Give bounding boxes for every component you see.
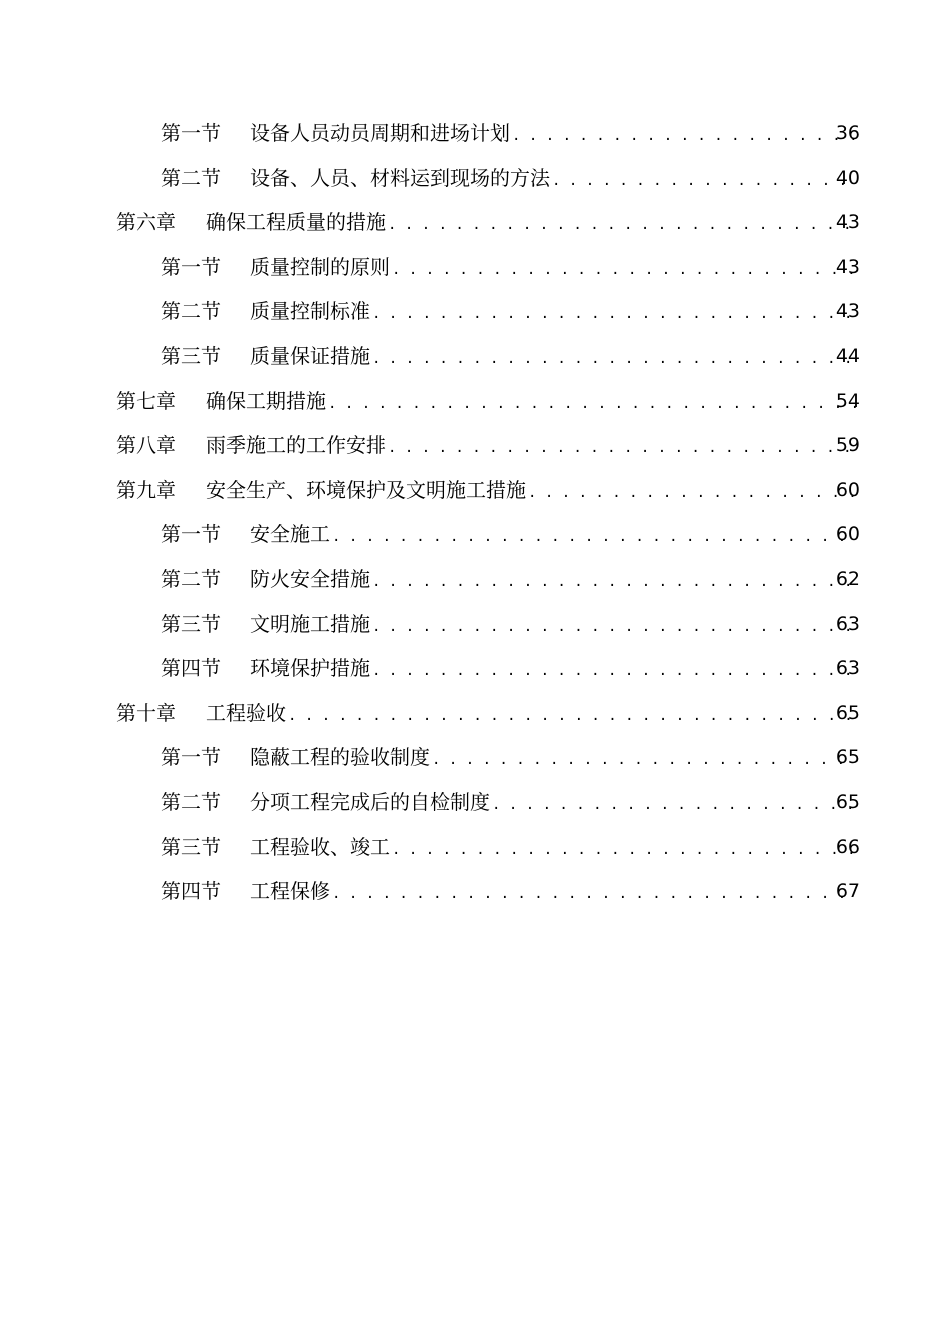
toc-entry-title: 工程验收、竣工 . . . [250,825,856,873]
toc-entry-number: 第七章 [116,388,176,413]
toc-entry-title: 确保工程质量的措施 . . . [206,200,856,248]
toc-entry-title: 设备人员动员周期和进场计划 . . . [250,111,856,159]
toc-entry-number: 第二节 [161,165,221,190]
toc-entry[interactable] [0,557,950,602]
toc-entry-number: 第二节 [161,299,221,324]
toc-entry-title: 质量控制的原则 . . . [250,245,856,293]
toc-entry[interactable] [0,111,950,156]
toc-entry-title: 质量保证措施 . . . [250,334,856,382]
toc-entry-title: 质量控制标准 . . . [250,289,856,337]
toc-entry-number: 第三节 [161,834,221,859]
toc-entry-page: 60 [835,478,860,501]
toc-entry-title: 防火安全措施 . . . [250,557,856,605]
toc-entry-title: 工程验收 . . . [206,691,856,739]
toc-entry-title: 隐蔽工程的验收制度 . . . [250,735,856,783]
toc-entry-page: 65 [835,790,860,813]
toc-entry-page: 43 [835,211,860,234]
toc-entry-number: 第六章 [116,210,176,235]
toc-entry-page: 43 [835,255,860,278]
toc-entry-title: 文明施工措施 . . . [250,602,856,650]
toc-entry[interactable] [0,646,950,691]
toc-entry-number: 第一节 [161,745,221,770]
toc-entry-page: 63 [835,657,860,680]
toc-entry-number: 第一节 [161,522,221,547]
toc-entry-page: 65 [835,701,860,724]
toc-entry[interactable] [0,780,950,825]
toc-entry-number: 第四节 [161,656,221,681]
toc-entry[interactable] [0,825,950,870]
toc-entry-page: 44 [835,344,860,367]
toc-entry-number: 第三节 [161,343,221,368]
toc-entry[interactable] [0,289,950,334]
toc-entry[interactable] [0,379,950,424]
toc-entry-number: 第二节 [161,789,221,814]
toc-entry-number: 第八章 [116,433,176,458]
toc-entry[interactable] [0,468,950,513]
toc-entry-page: 65 [835,746,860,769]
toc-entry[interactable] [0,512,950,557]
toc-entry-page: 62 [835,567,860,590]
toc-entry[interactable] [0,423,950,468]
toc-entry[interactable] [0,200,950,245]
toc-entry-page: 36 [835,122,860,144]
table-of-contents [0,111,950,914]
toc-entry[interactable] [0,334,950,379]
toc-entry-title: 设备、人员、材料运到现场的方法 . . . [250,156,856,204]
toc-entry-title: 安全施工 . . . [250,512,856,560]
toc-entry-page: 59 [835,434,860,457]
toc-entry-number: 第二节 [161,566,221,591]
toc-entry-number: 第十章 [116,700,176,725]
toc-entry-page: 43 [835,300,860,323]
toc-entry-title: 雨季施工的工作安排 . . . [206,423,856,471]
toc-entry[interactable] [0,602,950,647]
toc-entry-title: 工程保修 . . . [250,869,856,917]
toc-entry-page: 60 [835,523,860,546]
toc-entry[interactable] [0,735,950,780]
toc-entry-title: 确保工期措施 . . . [206,379,856,427]
toc-entry-page: 66 [835,835,860,858]
toc-entry[interactable] [0,691,950,736]
toc-entry[interactable] [0,156,950,201]
toc-entry[interactable] [0,869,950,914]
toc-entry-title: 环境保护措施 . . . [250,646,856,694]
toc-entry-number: 第一节 [161,254,221,279]
toc-entry-page: 67 [835,880,860,903]
toc-entry[interactable] [0,245,950,290]
toc-entry-number: 第九章 [116,477,176,502]
toc-entry-page: 63 [835,612,860,635]
toc-entry-title: 安全生产、环境保护及文明施工措施 . . . [206,468,856,516]
toc-entry-number: 第四节 [161,879,221,904]
toc-entry-page: 40 [835,166,860,189]
toc-entry-title: 分项工程完成后的自检制度 . . . [250,780,856,828]
toc-entry-number: 第三节 [161,611,221,636]
toc-entry-number: 第一节 [161,121,221,145]
toc-entry-page: 54 [835,389,860,412]
